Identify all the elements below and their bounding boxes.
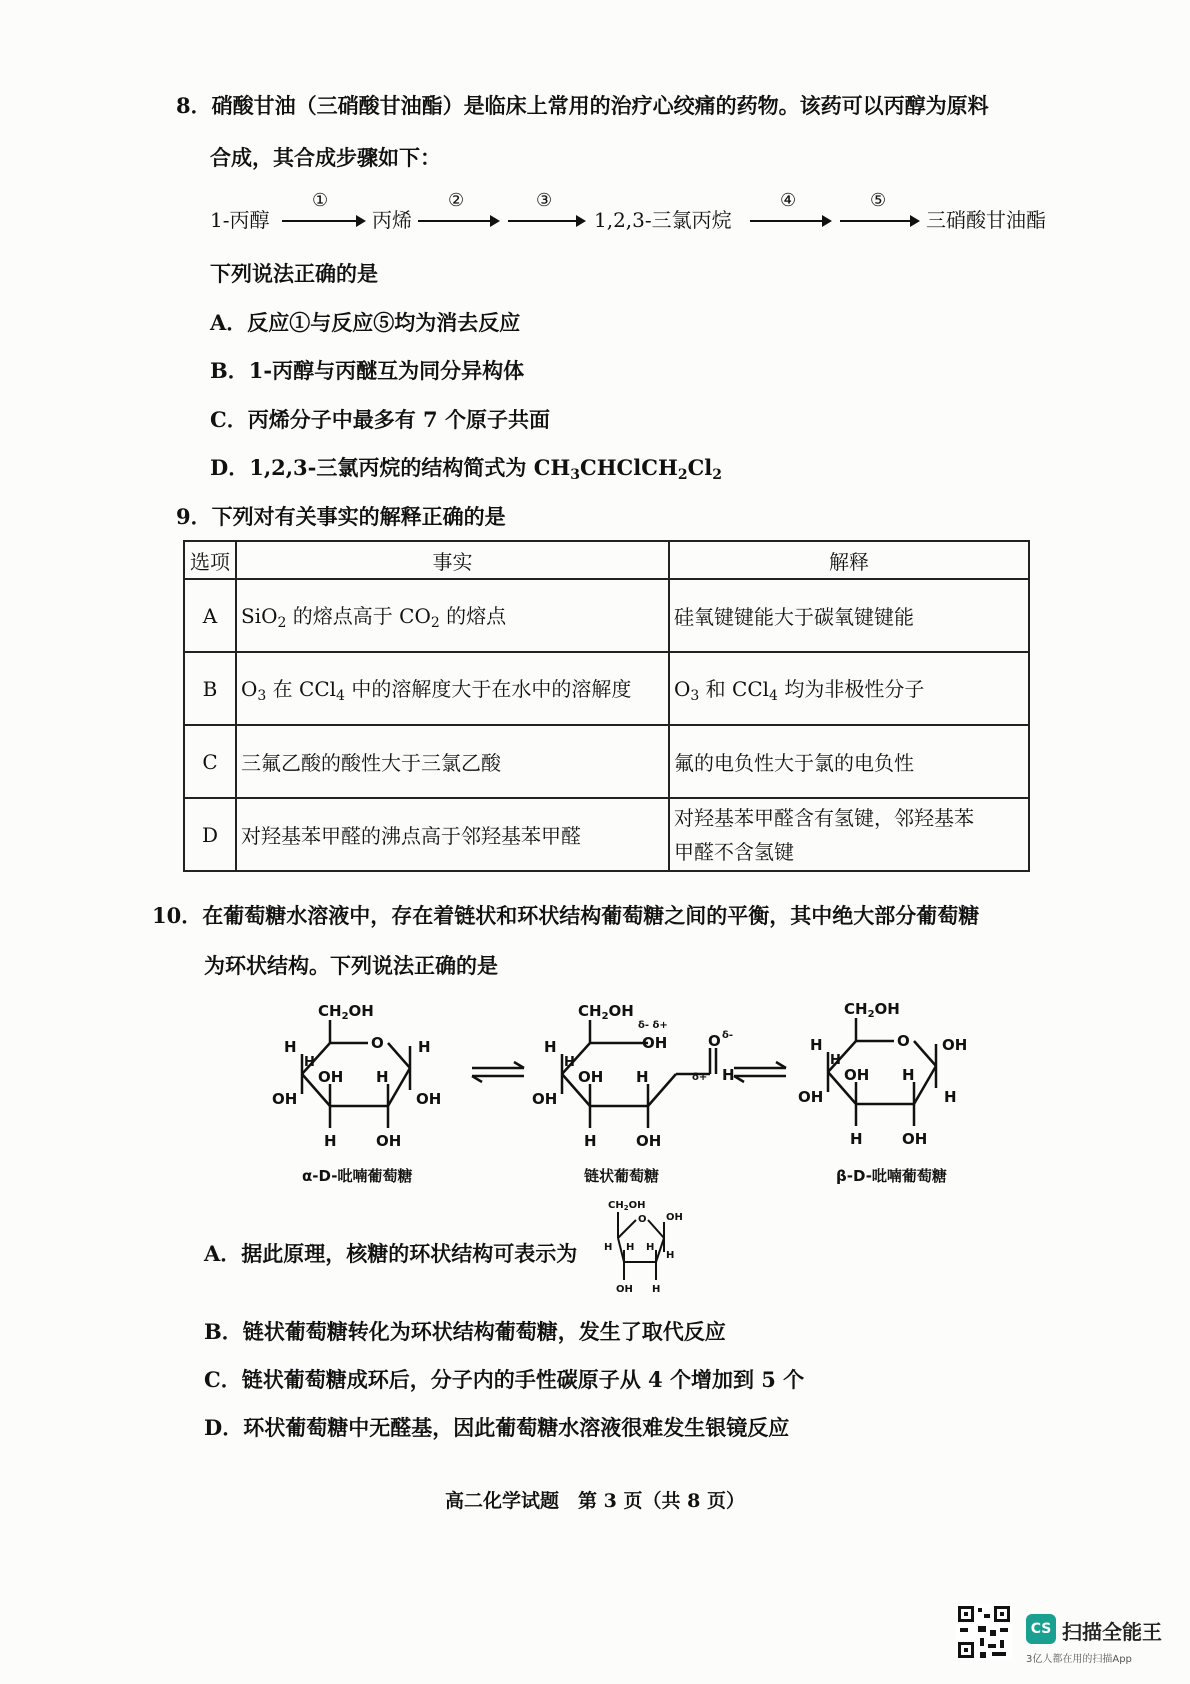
table-row (184, 725, 1029, 798)
svg-text:OH: OH (376, 1132, 402, 1150)
q8-option-d: D．1,2,3-三氯丙烷的结构简式为 $CH_3CHClCH_2Cl_2$ (210, 455, 723, 483)
table-row (184, 579, 1029, 652)
route-arrow-1 (282, 220, 364, 222)
q8-line2: 合成，其合成步骤如下： (210, 145, 441, 170)
svg-text:OH: OH (416, 1090, 442, 1108)
svg-text:H: H (666, 1250, 675, 1261)
svg-text:H: H (652, 1284, 661, 1295)
synthesis-route (210, 190, 1050, 236)
svg-text:O: O (638, 1214, 647, 1225)
q10-line2: 为环状结构。下列说法正确的是 (204, 953, 498, 978)
step-5-label: ⑤ (870, 190, 887, 211)
row-c-explanation: 氟的电负性大于氯的电负性 (669, 725, 1029, 798)
alpha-label: α-D-吡喃葡萄糖 (302, 1167, 413, 1185)
svg-text:δ- δ+: δ- δ+ (638, 1020, 668, 1031)
step-3-label: ③ (536, 190, 553, 211)
chain-glucose-structure (530, 998, 750, 1178)
q8-line1: 8．硝酸甘油（三硝酸甘油酯）是临床上常用的治疗心绞痛的药物。该药可以丙醇为原料 (176, 93, 989, 118)
chain-label: 链状葡萄糖 (584, 1167, 660, 1185)
svg-text:OH: OH (902, 1130, 928, 1148)
svg-text:H: H (636, 1068, 649, 1086)
route-start: 1-丙醇 (210, 208, 270, 232)
svg-text:OH: OH (942, 1036, 968, 1054)
q10-option-b: B．链状葡萄糖转化为环状结构葡萄糖，发生了取代反应 (204, 1319, 726, 1344)
q9-table (183, 540, 1030, 872)
row-c-fact: 三氟乙酸的酸性大于三氯乙酸 (236, 725, 669, 798)
svg-text:H: H (830, 1053, 841, 1068)
q9-title: 9．下列对有关事实的解释正确的是 (176, 504, 506, 529)
route-end: 三硝酸甘油酯 (926, 208, 1046, 232)
q10-line1: 10．在葡萄糖水溶液中，存在着链状和环状结构葡萄糖之间的平衡，其中绝大部分葡萄糖 (152, 903, 980, 928)
svg-text:H: H (646, 1242, 655, 1253)
row-a-fact: SiO$_2$ 的熔点高于 $CO_2$ 的熔点 (236, 579, 669, 652)
row-b-fact: $O_3$ 在 CCl$_4$ 中的溶解度大于在水中的溶解度 (236, 652, 669, 725)
svg-text:H: H (418, 1038, 431, 1056)
alpha-glucopyranose-structure (270, 998, 470, 1178)
step-1-label: ① (312, 190, 329, 211)
brand-tagline: 3亿人都在用的扫描App (1026, 1654, 1132, 1665)
header-option: 选项 (184, 541, 236, 579)
svg-text:OH: OH (318, 1068, 344, 1086)
svg-text:OH: OH (636, 1132, 662, 1150)
svg-text:O: O (897, 1032, 910, 1050)
svg-text:δ-: δ- (722, 1030, 734, 1041)
beta-glucopyranose-structure (796, 996, 996, 1176)
svg-text:H: H (850, 1130, 863, 1148)
step-2-label: ② (448, 190, 465, 211)
row-a-explanation: 硅氧键键能大于碳氧键键能 (669, 579, 1029, 652)
row-c-option: C (184, 725, 236, 798)
svg-text:OH: OH (532, 1090, 558, 1108)
svg-text:CH2OH: $CH_2OH$ (608, 1200, 646, 1212)
q10-option-c: C．链状葡萄糖成环后，分子内的手性碳原子从 4 个增加到 5 个 (204, 1367, 805, 1392)
row-b-option: B (184, 652, 236, 725)
route-arrow-2 (418, 220, 498, 222)
ribose-structure (600, 1196, 700, 1296)
q10-option-a: A．据此原理，核糖的环状结构可表示为 (204, 1241, 578, 1266)
svg-text:CH2OH: $CH_2OH$ (318, 1002, 374, 1022)
row-d-explanation: 对羟基苯甲醛含有氢键，邻羟基苯 甲醛不含氢键 (669, 798, 1029, 871)
row-b-explanation: $O_3$ 和 CCl$_4$ 均为非极性分子 (669, 652, 1029, 725)
q8-prompt: 下列说法正确的是 (210, 261, 378, 286)
q8-option-b: B．1-丙醇与丙醚互为同分异构体 (210, 358, 525, 383)
table-row (184, 652, 1029, 725)
svg-text:H: H (626, 1242, 635, 1253)
svg-text:OH: OH (616, 1284, 633, 1295)
equilibrium-arrow-1 (468, 1060, 528, 1084)
svg-text:H: H (944, 1088, 957, 1106)
svg-text:H: H (304, 1055, 315, 1070)
svg-text:O: O (708, 1032, 721, 1050)
qr-code-icon (956, 1604, 1012, 1660)
beta-label: β-D-吡喃葡萄糖 (836, 1167, 947, 1185)
step-4-label: ④ (780, 190, 797, 211)
route-trichloropropane: 1,2,3-三氯丙烷 (594, 208, 732, 232)
equilibrium-arrow-2 (730, 1060, 790, 1084)
svg-text:H: H (810, 1036, 823, 1054)
svg-text:CH2OH: $CH_2OH$ (844, 1000, 900, 1020)
q8-option-a: A．反应①与反应⑤均为消去反应 (210, 310, 521, 335)
svg-text:H: H (544, 1038, 557, 1056)
header-fact: 事实 (236, 541, 669, 579)
route-arrow-4 (750, 220, 830, 222)
svg-text:H: H (584, 1132, 597, 1150)
svg-text:OH: OH (844, 1066, 870, 1084)
row-a-option: A (184, 579, 236, 652)
row-d-option: D (184, 798, 236, 871)
svg-text:OH: OH (666, 1212, 683, 1223)
svg-text:H: H (902, 1066, 915, 1084)
svg-text:δ+: δ+ (692, 1072, 708, 1083)
svg-text:OH: OH (272, 1090, 298, 1108)
svg-text:H: H (376, 1068, 389, 1086)
svg-text:H: H (604, 1242, 613, 1253)
svg-text:H: H (722, 1066, 735, 1084)
brand-name: 扫描全能王 (1062, 1620, 1162, 1644)
route-arrow-5 (840, 220, 918, 222)
route-arrow-3 (508, 220, 584, 222)
cs-logo-icon: CS (1026, 1614, 1056, 1644)
svg-text:H: H (564, 1055, 575, 1070)
table-header-row (184, 541, 1029, 579)
svg-text:CH2OH: $CH_2OH$ (578, 1002, 634, 1022)
page-footer: 高二化学试题 第 3 页（共 8 页） (445, 1490, 745, 1512)
svg-text:OH: OH (798, 1088, 824, 1106)
svg-text:O: O (371, 1034, 384, 1052)
svg-text:H: H (284, 1038, 297, 1056)
q8-option-c: C．丙烯分子中最多有 7 个原子共面 (210, 407, 550, 432)
table-row (184, 798, 1029, 871)
row-d-fact: 对羟基苯甲醛的沸点高于邻羟基苯甲醛 (236, 798, 669, 871)
header-explanation: 解释 (669, 541, 1029, 579)
svg-text:OH: OH (578, 1068, 604, 1086)
q10-option-d: D．环状葡萄糖中无醛基，因此葡萄糖水溶液很难发生银镜反应 (204, 1415, 790, 1440)
svg-text:H: H (324, 1132, 337, 1150)
svg-text:OH: OH (642, 1034, 668, 1052)
route-propene: 丙烯 (372, 208, 412, 232)
